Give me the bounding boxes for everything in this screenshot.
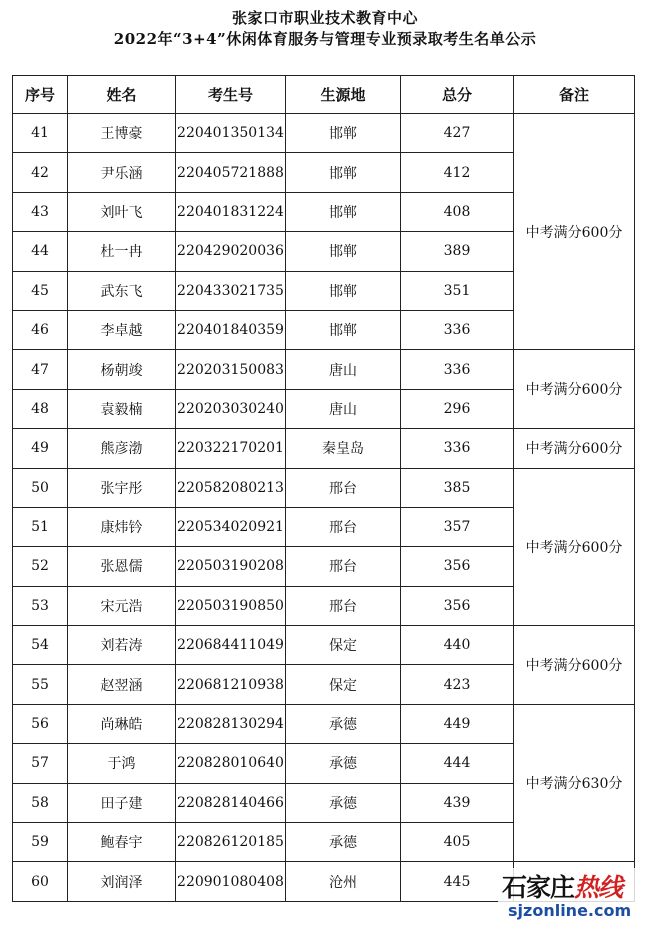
cell-exam-id: 220826120185 <box>176 823 286 862</box>
cell-exam-id: 220828010640 <box>176 744 286 783</box>
cell-no: 48 <box>13 389 68 428</box>
cell-origin: 唐山 <box>286 350 401 389</box>
cell-score: 356 <box>401 547 514 586</box>
cell-no: 44 <box>13 232 68 271</box>
cell-exam-id: 220429020036 <box>176 232 286 271</box>
cell-score: 389 <box>401 232 514 271</box>
cell-exam-id: 220582080213 <box>176 468 286 507</box>
cell-remark: 中考满分600分 <box>514 468 635 626</box>
cell-exam-id: 220828140466 <box>176 783 286 822</box>
cell-origin: 承德 <box>286 783 401 822</box>
cell-exam-id: 220401831224 <box>176 192 286 231</box>
cell-name: 杨朝竣 <box>68 350 176 389</box>
cell-origin: 唐山 <box>286 389 401 428</box>
admission-table <box>12 75 635 902</box>
column-header-remark: 备注 <box>514 76 635 114</box>
cell-score: 296 <box>401 389 514 428</box>
cell-name: 熊彦渤 <box>68 429 176 468</box>
cell-score: 408 <box>401 192 514 231</box>
cell-exam-id: 220405721888 <box>176 153 286 192</box>
cell-no: 53 <box>13 586 68 625</box>
cell-name: 武东飞 <box>68 271 176 310</box>
table-row <box>13 350 635 389</box>
table-row <box>13 429 635 468</box>
cell-name: 刘若涛 <box>68 626 176 665</box>
cell-exam-id: 220401840359 <box>176 310 286 349</box>
cell-score: 336 <box>401 310 514 349</box>
cell-name: 尚琳皓 <box>68 704 176 743</box>
cell-name: 鲍春宇 <box>68 823 176 862</box>
table-header-row <box>13 76 635 114</box>
cell-origin: 保定 <box>286 665 401 704</box>
cell-name: 于鸿 <box>68 744 176 783</box>
cell-score: 357 <box>401 507 514 546</box>
cell-name: 刘润泽 <box>68 862 176 901</box>
cell-no: 55 <box>13 665 68 704</box>
column-header-origin: 生源地 <box>286 76 401 114</box>
cell-exam-id: 220433021735 <box>176 271 286 310</box>
cell-remark: 中考满分630分 <box>514 704 635 862</box>
cell-no: 43 <box>13 192 68 231</box>
cell-name: 李卓越 <box>68 310 176 349</box>
cell-origin: 邢台 <box>286 547 401 586</box>
cell-origin: 邯郸 <box>286 153 401 192</box>
table-row <box>13 468 635 507</box>
cell-origin: 邢台 <box>286 468 401 507</box>
cell-name: 田子建 <box>68 783 176 822</box>
cell-exam-id: 220681210938 <box>176 665 286 704</box>
cell-score: 444 <box>401 744 514 783</box>
cell-origin: 秦皇岛 <box>286 429 401 468</box>
cell-no: 56 <box>13 704 68 743</box>
cell-origin: 邢台 <box>286 586 401 625</box>
cell-origin: 邯郸 <box>286 114 401 153</box>
cell-exam-id: 220203030240 <box>176 389 286 428</box>
cell-no: 41 <box>13 114 68 153</box>
cell-score: 449 <box>401 704 514 743</box>
cell-remark: 中考满分600分 <box>514 429 635 468</box>
cell-score: 336 <box>401 429 514 468</box>
cell-name: 宋元浩 <box>68 586 176 625</box>
cell-exam-id: 220828130294 <box>176 704 286 743</box>
cell-no: 49 <box>13 429 68 468</box>
column-header-name: 姓名 <box>68 76 176 114</box>
table-row <box>13 114 635 153</box>
site-watermark <box>498 868 646 922</box>
cell-score: 412 <box>401 153 514 192</box>
cell-score: 440 <box>401 626 514 665</box>
cell-no: 42 <box>13 153 68 192</box>
cell-remark: 中考满分600分 <box>514 114 635 350</box>
cell-name: 杜一冉 <box>68 232 176 271</box>
cell-name: 赵翌涵 <box>68 665 176 704</box>
cell-origin: 邯郸 <box>286 310 401 349</box>
cell-score: 439 <box>401 783 514 822</box>
title-line-2: 2022年“3+4”休闲体育服务与管理专业预录取考生名单公示 <box>113 30 537 48</box>
cell-no: 60 <box>13 862 68 901</box>
cell-exam-id: 220401350134 <box>176 114 286 153</box>
cell-score: 405 <box>401 823 514 862</box>
cell-remark: 中考满分600分 <box>514 626 635 705</box>
cell-name: 康炜钤 <box>68 507 176 546</box>
watermark-url: sjzonline.com <box>508 901 632 920</box>
cell-no: 50 <box>13 468 68 507</box>
cell-exam-id: 220534020921 <box>176 507 286 546</box>
cell-exam-id: 220203150083 <box>176 350 286 389</box>
title-line-1: 张家口市职业技术教育中心 <box>231 9 418 27</box>
cell-no: 47 <box>13 350 68 389</box>
cell-no: 54 <box>13 626 68 665</box>
cell-score: 445 <box>401 862 514 901</box>
cell-score: 336 <box>401 350 514 389</box>
cell-no: 45 <box>13 271 68 310</box>
cell-exam-id: 220503190850 <box>176 586 286 625</box>
table-row <box>13 626 635 665</box>
cell-score: 423 <box>401 665 514 704</box>
column-header-no: 序号 <box>13 76 68 114</box>
cell-name: 袁毅楠 <box>68 389 176 428</box>
cell-exam-id: 220684411049 <box>176 626 286 665</box>
cell-origin: 承德 <box>286 704 401 743</box>
cell-no: 57 <box>13 744 68 783</box>
cell-origin: 邯郸 <box>286 192 401 231</box>
cell-no: 51 <box>13 507 68 546</box>
cell-origin: 承德 <box>286 744 401 783</box>
cell-name: 尹乐涵 <box>68 153 176 192</box>
watermark-logo <box>502 868 622 904</box>
column-header-score: 总分 <box>401 76 514 114</box>
cell-exam-id: 220322170201 <box>176 429 286 468</box>
cell-origin: 沧州 <box>286 862 401 901</box>
watermark-logo-dark: 石家庄 <box>502 873 575 902</box>
cell-remark: 中考满分600分 <box>514 350 635 429</box>
cell-origin: 邯郸 <box>286 232 401 271</box>
cell-score: 427 <box>401 114 514 153</box>
document-title-block <box>0 8 650 50</box>
cell-no: 46 <box>13 310 68 349</box>
cell-name: 刘叶飞 <box>68 192 176 231</box>
watermark-logo-red: 热线 <box>574 873 623 902</box>
cell-origin: 承德 <box>286 823 401 862</box>
column-header-exam-id: 考生号 <box>176 76 286 114</box>
cell-score: 351 <box>401 271 514 310</box>
cell-no: 59 <box>13 823 68 862</box>
cell-origin: 保定 <box>286 626 401 665</box>
cell-name: 张恩儒 <box>68 547 176 586</box>
cell-name: 张宇彤 <box>68 468 176 507</box>
cell-name: 王博豪 <box>68 114 176 153</box>
cell-no: 52 <box>13 547 68 586</box>
table-body <box>13 114 635 902</box>
table-row <box>13 704 635 743</box>
cell-origin: 邯郸 <box>286 271 401 310</box>
cell-exam-id: 220901080408 <box>176 862 286 901</box>
cell-score: 385 <box>401 468 514 507</box>
cell-exam-id: 220503190208 <box>176 547 286 586</box>
cell-score: 356 <box>401 586 514 625</box>
cell-origin: 邢台 <box>286 507 401 546</box>
cell-no: 58 <box>13 783 68 822</box>
